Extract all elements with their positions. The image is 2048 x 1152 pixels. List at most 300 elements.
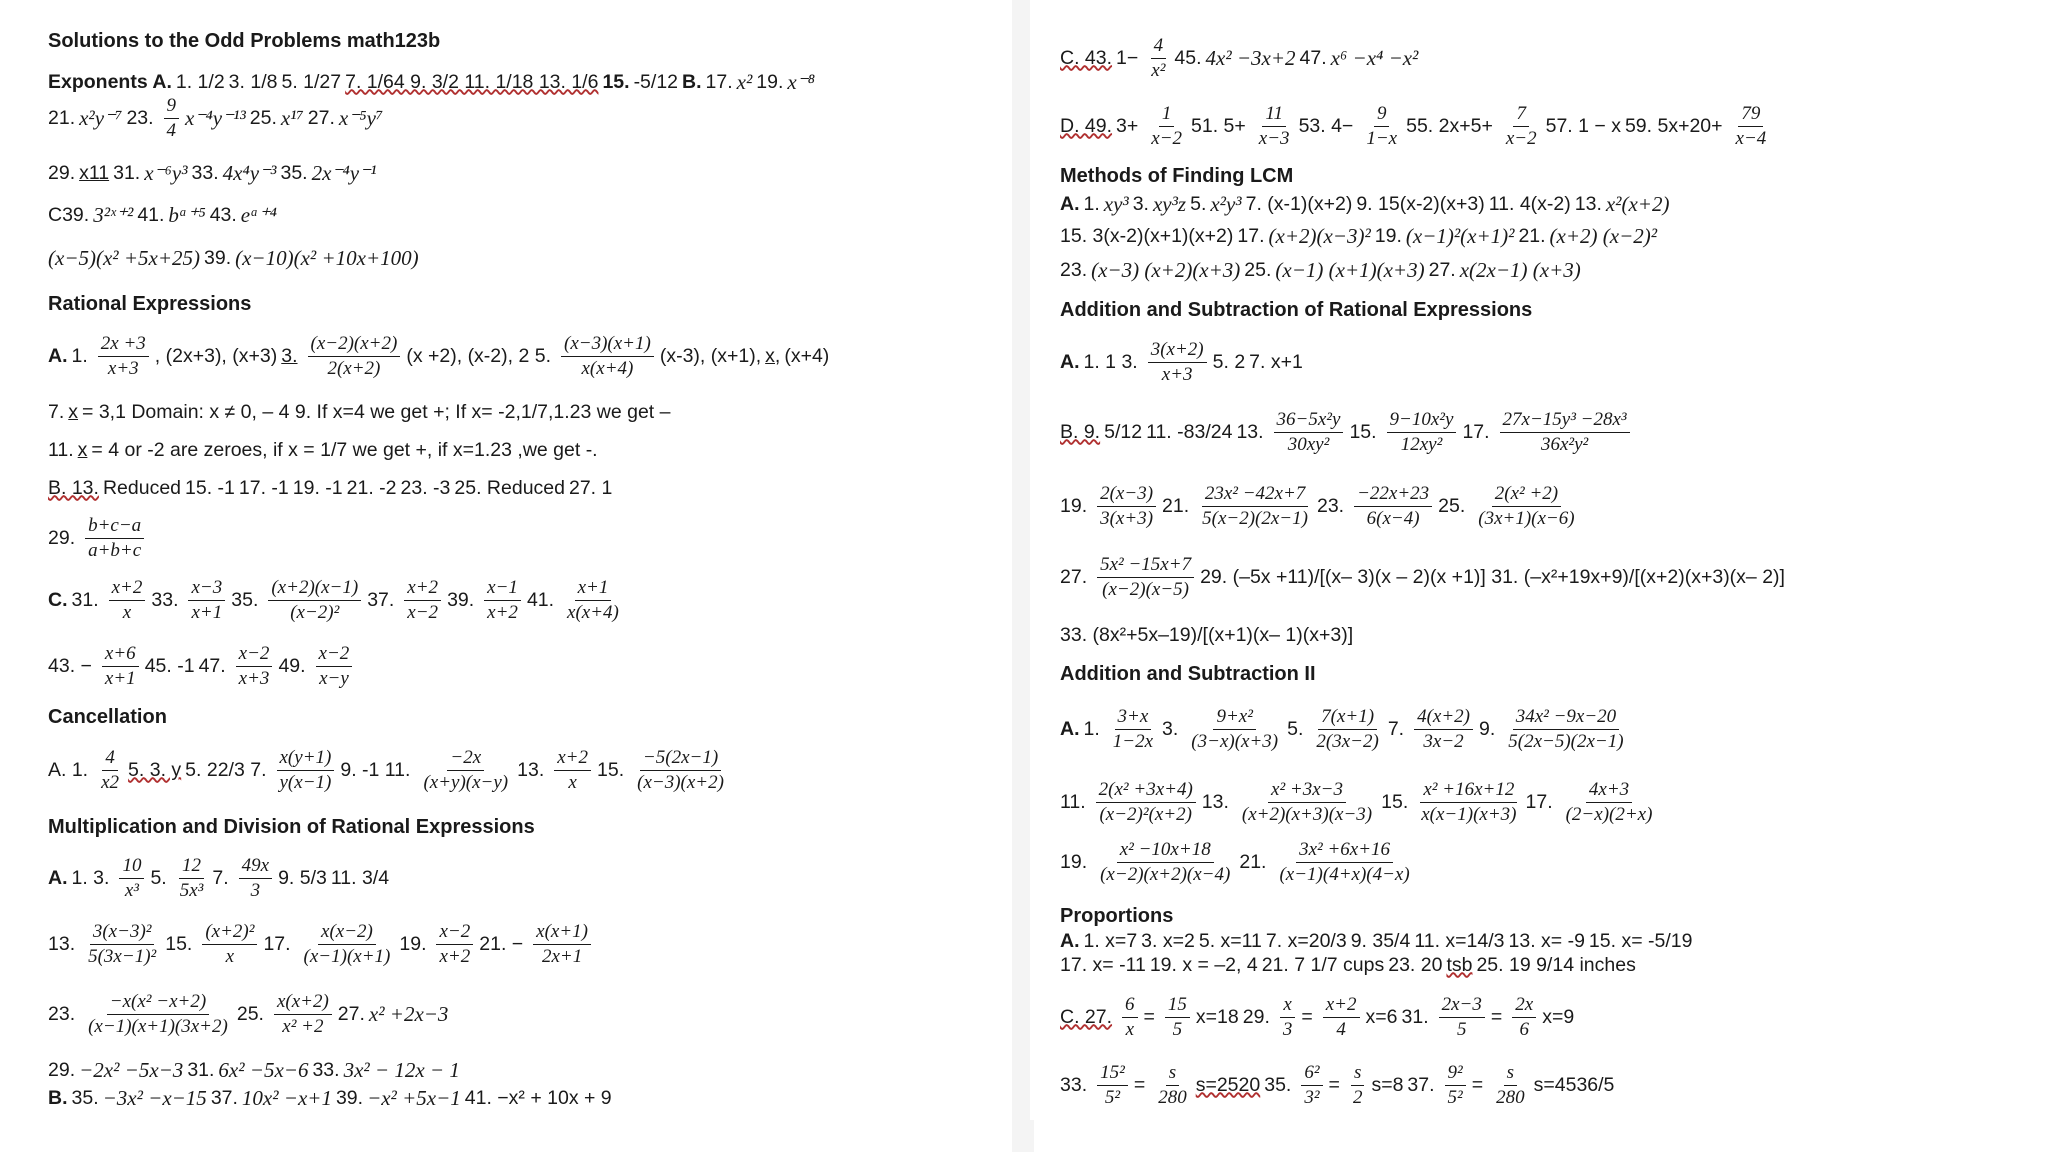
answer-text: -5/12 <box>633 70 679 93</box>
answer-text: 25. Reduced <box>454 476 565 499</box>
fraction-denominator: 2x+1 <box>541 945 583 967</box>
fraction-denominator: (x−1)(4+x)(4−x) <box>1279 863 1410 885</box>
answer-text: 19. <box>1374 224 1402 247</box>
fraction <box>188 577 225 624</box>
fraction-denominator: 2(3x−2) <box>1316 730 1379 752</box>
math-expression: x⁻⁵y⁷ <box>338 105 384 130</box>
right-page <box>1030 0 2046 1120</box>
answer-text: 1. 1 3. <box>1083 350 1138 373</box>
fraction-denominator: 3² <box>1304 1086 1320 1108</box>
answer-line <box>1060 613 2036 657</box>
fraction <box>1097 1062 1128 1109</box>
fraction-numerator: x−2 <box>436 921 473 945</box>
math-expression: 2x⁻⁴y⁻¹ <box>311 160 377 185</box>
answer-text: 15. <box>165 932 193 955</box>
answer-line <box>1060 248 2036 292</box>
answer-text: 55. 2x+5+ <box>1406 114 1493 137</box>
answer-text: x <box>68 400 79 423</box>
math-expression: x² <box>736 69 753 94</box>
answer-text: 21. − <box>479 932 524 955</box>
answer-text: 41. <box>526 588 555 611</box>
fraction-denominator: 2 <box>1352 1086 1363 1108</box>
answer-line <box>48 578 1024 622</box>
fraction-denominator: x+2 <box>439 945 471 967</box>
fraction-denominator: x+3 <box>107 357 139 379</box>
left-page <box>18 0 1034 1120</box>
fraction-denominator: (x−2)(x−5) <box>1102 578 1189 600</box>
fraction-numerator: 27x−15y³ −28x³ <box>1500 409 1630 433</box>
fraction-denominator: (x−1)(x+1) <box>303 945 391 967</box>
fraction-denominator: x² <box>1151 59 1166 81</box>
answer-text: 39. <box>335 1086 364 1109</box>
answer-line <box>1060 840 2036 884</box>
fraction <box>109 577 146 624</box>
answer-line <box>1060 707 2036 751</box>
answer-line <box>48 466 1024 510</box>
answer-text: 23. <box>1316 494 1345 517</box>
answer-text: 3. <box>1132 192 1149 215</box>
answer-text: 47. <box>1299 46 1327 69</box>
fraction <box>1165 994 1190 1041</box>
answer-text: 17. x= -11 <box>1060 953 1146 976</box>
answer-text: 13. <box>1201 790 1229 813</box>
answer-text: tsb <box>1446 953 1473 976</box>
answer-text: 31. <box>187 1058 215 1081</box>
fraction-numerator: 2x <box>1512 994 1536 1018</box>
fraction <box>102 643 139 690</box>
answer-text: 19. <box>756 70 784 93</box>
answer-text: = 3,1 Domain: x ≠ 0, – 4 9. If x=4 we get +; If x= -2,1/7,1.23 we get – <box>82 400 671 423</box>
fraction-numerator: x−2 <box>316 643 353 667</box>
answer-text: 5. 3. y <box>128 758 182 781</box>
fraction <box>1354 483 1432 530</box>
fraction <box>1493 1062 1528 1109</box>
answer-text: = <box>1133 1073 1146 1096</box>
fraction <box>1301 1062 1322 1109</box>
answer-text: 29. <box>48 161 76 184</box>
fraction-denominator: x−2 <box>1505 127 1537 149</box>
fraction-denominator: 5(2x−5)(2x−1) <box>1508 730 1624 752</box>
math-expression: (x+2) (x−2)² <box>1549 223 1658 248</box>
answer-text: 5. 2 <box>1212 350 1246 373</box>
answer-text: 43. <box>209 203 237 226</box>
section-label: C. <box>48 588 68 611</box>
fraction-numerator: 2x−3 <box>1439 994 1485 1018</box>
fraction <box>316 643 353 690</box>
answer-text: 21. <box>1162 494 1190 517</box>
fraction-denominator: x−y <box>319 667 349 689</box>
fraction-numerator: 15² <box>1097 1062 1128 1086</box>
fraction-numerator: 15 <box>1165 994 1190 1018</box>
fraction <box>1110 706 1156 753</box>
fraction-numerator: b+c−a <box>85 515 144 539</box>
math-expression: eᵃ⁺⁴ <box>240 202 277 227</box>
answer-text: 53. 4− <box>1298 114 1354 137</box>
section-label: A. <box>1060 929 1080 952</box>
answer-text: 19. <box>1060 850 1088 873</box>
fraction-denominator: 36x²y² <box>1540 433 1589 455</box>
answer-line <box>1060 36 2036 80</box>
fraction-numerator: s <box>1166 1062 1179 1086</box>
answer-text: 39. <box>204 246 232 269</box>
section-heading: Addition and Subtraction II <box>1060 663 1316 685</box>
fraction <box>1155 1062 1190 1109</box>
fraction-numerator: 34x² −9x−20 <box>1513 706 1619 730</box>
answer-text: 23. -3 <box>400 476 451 499</box>
fraction <box>1280 994 1296 1041</box>
fraction-denominator: 5(3x−1)² <box>88 945 157 967</box>
answer-text: 37. <box>210 1086 238 1109</box>
fraction <box>98 333 149 380</box>
answer-text: 17. <box>705 70 733 93</box>
answer-text: 23. <box>1060 258 1088 281</box>
answer-text: 15. <box>1349 420 1377 443</box>
answer-text: Reduced <box>102 476 182 499</box>
answer-text: 45. -1 <box>144 654 195 677</box>
answer-text: 1. 3. <box>71 866 110 889</box>
math-expression: 10x² −x+1 <box>241 1085 332 1110</box>
fraction <box>268 577 361 624</box>
fraction-denominator: 4 <box>166 119 177 141</box>
answer-text: 3. x=2 <box>1141 929 1195 952</box>
fraction-denominator: x−2 <box>1151 127 1183 149</box>
fraction-denominator: x(x−1)(x+3) <box>1421 803 1517 825</box>
fraction-denominator: a+b+c <box>88 539 142 561</box>
answer-text: 49. <box>278 654 306 677</box>
fraction <box>177 855 207 902</box>
answer-text: 29. <box>48 526 76 549</box>
answer-text: 17. <box>1525 790 1553 813</box>
fraction-denominator: x2 <box>101 771 120 793</box>
fraction-denominator: 5² <box>1447 1086 1463 1108</box>
answer-line <box>48 748 1024 792</box>
fraction <box>420 747 511 794</box>
fraction-numerator: s <box>1504 1062 1517 1086</box>
answer-line <box>1060 410 2036 454</box>
answer-text: 31. <box>113 161 141 184</box>
fraction-denominator: x+1 <box>104 667 136 689</box>
answer-text: (x +2), (x-2), 2 5. <box>406 344 552 367</box>
answer-text: 23. <box>48 1002 76 1025</box>
fraction-numerator: 12 <box>179 855 204 879</box>
math-expression: −x² +5x−1 <box>367 1085 461 1110</box>
answer-line <box>1060 340 2036 384</box>
section-label: Exponents A. <box>48 70 172 93</box>
answer-text: 5. <box>150 866 167 889</box>
fraction-denominator: (x+y)(x−y) <box>423 771 509 793</box>
fraction-denominator: (x−2)² <box>290 601 340 623</box>
fraction-denominator: 1−x <box>1366 127 1398 149</box>
answer-text: 17. <box>263 932 291 955</box>
fraction-denominator: 5² <box>1104 1086 1121 1108</box>
fraction <box>1148 339 1207 386</box>
math-expression: (x−10)(x² +10x+100) <box>235 245 419 270</box>
answer-text: 21. 7 1/7 cups <box>1261 953 1385 976</box>
math-expression: (x−1) (x+1)(x+3) <box>1275 257 1425 282</box>
answer-text: 25. <box>1244 258 1272 281</box>
answer-text: = <box>1328 1073 1340 1096</box>
math-expression: (x+2)(x−3)² <box>1268 223 1371 248</box>
fraction-numerator: x+2 <box>404 577 441 601</box>
answer-text: 9. <box>1479 717 1496 740</box>
fraction <box>1503 103 1540 150</box>
fraction-numerator: x+1 <box>575 577 612 601</box>
answer-text: 35. <box>1264 1073 1292 1096</box>
math-expression: x²y⁻⁷ <box>79 105 123 130</box>
fraction-numerator: 4 <box>102 747 118 771</box>
fraction <box>1199 483 1311 530</box>
fraction-numerator: 1 <box>1159 103 1175 127</box>
answer-line <box>1060 943 2036 987</box>
fraction-denominator: 1−2x <box>1112 730 1154 752</box>
fraction <box>301 921 394 968</box>
fraction <box>1505 706 1626 753</box>
fraction <box>1414 706 1473 753</box>
answer-text: 7. x=20/3 <box>1265 929 1347 952</box>
fraction-denominator: 12xy² <box>1400 433 1443 455</box>
fraction <box>308 333 401 380</box>
section-heading: Multiplication and Division of Rational Expressions <box>48 816 535 838</box>
answer-text: 35. <box>231 588 259 611</box>
fraction-denominator: (x−3)(x+2) <box>637 771 724 793</box>
fraction-denominator: x+1 <box>191 601 223 623</box>
fraction-denominator: x+2 <box>487 601 518 623</box>
answer-text: x, <box>765 344 781 367</box>
section-heading: Cancellation <box>48 706 167 728</box>
math-expression: bᵃ⁺⁵ <box>168 202 206 227</box>
fraction-denominator: 3(x+3) <box>1100 507 1154 529</box>
fraction <box>561 333 654 380</box>
fraction-denominator: x <box>568 771 577 793</box>
math-expression: xy³z <box>1152 191 1187 216</box>
answer-text: B. 9. <box>1060 420 1101 443</box>
fraction-denominator: 5(x−2)(2x−1) <box>1202 507 1308 529</box>
fraction-denominator: x <box>225 945 235 967</box>
answer-text: 1. 1/2 <box>175 70 225 93</box>
fraction-numerator: 2(x² +2) <box>1492 483 1561 507</box>
fraction-denominator: (x−1)(x+1)(3x+2) <box>88 1015 228 1037</box>
fraction-numerator: 3+x <box>1115 706 1152 730</box>
answer-text: 33. <box>1060 1073 1088 1096</box>
math-expression: x⁶ −x⁴ −x² <box>1330 45 1419 70</box>
answer-text: s=8 <box>1371 1073 1404 1096</box>
answer-text: = <box>1301 1005 1313 1028</box>
answer-text: 39. <box>447 588 475 611</box>
fraction-numerator: 9² <box>1445 1062 1466 1086</box>
fraction-denominator: 30xy² <box>1287 433 1330 455</box>
fraction <box>1445 1062 1466 1109</box>
math-expression: x¹⁷ <box>280 105 304 130</box>
fraction <box>404 577 441 624</box>
section-label: B. <box>682 70 702 93</box>
answer-text: 25. 19 9/14 inches <box>1476 953 1636 976</box>
answer-text: C. 27. <box>1060 1005 1113 1028</box>
answer-text: 15. <box>1381 790 1409 813</box>
fraction-denominator: 6 <box>1519 1018 1529 1040</box>
fraction-numerator: s <box>1351 1062 1364 1086</box>
fraction <box>634 747 727 794</box>
answer-text: 25. <box>236 1002 264 1025</box>
section-label: A. <box>1060 717 1080 740</box>
fraction-numerator: x+2 <box>1323 994 1360 1018</box>
answer-text: x=9 <box>1542 1005 1575 1028</box>
answer-line <box>1060 555 2036 599</box>
answer-text: A. 1. <box>48 758 89 781</box>
fraction-numerator: 9 <box>1374 103 1390 127</box>
fraction-denominator: 5 <box>1456 1018 1467 1040</box>
fraction-numerator: (x−3)(x+1) <box>561 333 654 357</box>
answer-text: 23. 20 <box>1388 953 1443 976</box>
answer-text: 21. <box>1239 850 1267 873</box>
answer-text: 15. <box>597 758 625 781</box>
answer-text: , (2x+3), (x+3) <box>154 344 278 367</box>
fraction <box>436 921 473 968</box>
answer-text: 21. <box>1518 224 1546 247</box>
answer-text: 37. <box>367 588 395 611</box>
math-expression: x²y³ <box>1210 191 1242 216</box>
fraction-denominator: 2(x+2) <box>327 357 381 379</box>
fraction-numerator: −22x+23 <box>1354 483 1432 507</box>
fraction <box>236 643 273 690</box>
answer-text: 41. −x² + 10x + 9 <box>464 1086 612 1109</box>
answer-text: s=4536/5 <box>1533 1073 1615 1096</box>
answer-line <box>48 992 1024 1036</box>
answer-text: 5. 22/3 7. <box>185 758 267 781</box>
fraction <box>1256 103 1293 150</box>
math-expression: 3x² − 12x − 1 <box>343 1057 460 1082</box>
section-label: A. <box>48 344 68 367</box>
fraction <box>564 577 622 624</box>
fraction <box>1500 409 1630 456</box>
answer-text: x=18 <box>1195 1005 1239 1028</box>
fraction-numerator: 3(x−3)² <box>90 921 155 945</box>
fraction <box>119 855 144 902</box>
fraction <box>1563 779 1656 826</box>
answer-text: x <box>77 438 88 461</box>
fraction-numerator: x <box>1280 994 1294 1018</box>
fraction-numerator: x−2 <box>236 643 273 667</box>
answer-text: 45. <box>1174 46 1202 69</box>
fraction <box>1148 103 1185 150</box>
math-expression: (x−1)²(x+1)² <box>1405 223 1515 248</box>
fraction <box>85 991 231 1038</box>
fraction-denominator: x+3 <box>1161 363 1193 385</box>
answer-text: 21. <box>48 106 76 129</box>
fraction-denominator: (x−2)²(x+2) <box>1099 803 1192 825</box>
answer-text: C39. <box>48 203 90 226</box>
answer-text: = 4 or -2 are zeroes, if x = 1/7 we get +, if x=1.23 ,we get -. <box>91 438 598 461</box>
answer-line <box>48 1076 1024 1120</box>
answer-text: 5. 1/27 <box>281 70 342 93</box>
fraction <box>1350 1062 1366 1109</box>
fraction-numerator: 23x² −42x+7 <box>1202 483 1308 507</box>
answer-text: 25. <box>1438 494 1466 517</box>
answer-text: 9. 5/3 <box>278 866 327 889</box>
answer-line <box>48 922 1024 966</box>
answer-line <box>1060 780 2036 824</box>
fraction-denominator: 5x³ <box>179 879 204 901</box>
fraction <box>85 515 144 562</box>
answer-text: 7. <box>48 400 65 423</box>
answer-text: 41. <box>137 203 165 226</box>
fraction <box>1148 35 1168 82</box>
fraction <box>164 95 180 142</box>
fraction-denominator: x−3 <box>1258 127 1290 149</box>
answer-text: 33. <box>151 588 179 611</box>
fraction-numerator: (x+2)² <box>202 921 257 945</box>
fraction-denominator: x−2 <box>407 601 439 623</box>
fraction-denominator: x+3 <box>238 667 270 689</box>
answer-text: 19. <box>1060 494 1088 517</box>
answer-text: 15. 3(x-2)(x+1)(x+2) <box>1060 224 1234 247</box>
answer-text: 13. <box>1236 420 1264 443</box>
fraction-numerator: 49x <box>239 855 272 879</box>
answer-text: 51. 5+ <box>1191 114 1246 137</box>
fraction <box>98 747 122 794</box>
section-label: B. <box>48 1086 68 1109</box>
answer-text: D. 49. <box>1060 114 1113 137</box>
answer-text: 5. <box>1190 192 1207 215</box>
answer-text: 11. 3/4 <box>330 866 390 889</box>
answer-line <box>48 516 1024 560</box>
answer-text: 33. <box>191 161 219 184</box>
answer-text: 7. 1/64 9. 3/2 11. 1/18 13. 1/6 <box>345 70 599 93</box>
answer-text: 7. (x-1)(x+2) <box>1245 192 1353 215</box>
fraction-numerator: 11 <box>1262 103 1286 127</box>
fraction-numerator: x(x+2) <box>274 991 332 1015</box>
answer-text: 31. <box>1401 1005 1429 1028</box>
fraction <box>1097 839 1233 886</box>
answer-text: 7. <box>1387 717 1405 740</box>
answer-text: 5. x=11 <box>1198 929 1262 952</box>
answer-text: 9. 35/4 <box>1350 929 1411 952</box>
answer-text: 11. x=14/3 <box>1414 929 1505 952</box>
fraction-denominator: 3 <box>1282 1018 1293 1040</box>
fraction-denominator: 6(x−4) <box>1366 507 1420 529</box>
fraction-numerator: −2x <box>447 747 484 771</box>
fraction-numerator: 7 <box>1513 103 1529 127</box>
answer-line <box>48 193 1024 237</box>
fraction-numerator: 9−10x²y <box>1387 409 1457 433</box>
fraction-numerator: x+2 <box>554 747 591 771</box>
fraction-denominator: x³ <box>124 879 140 901</box>
math-expression: −2x² −5x−3 <box>79 1057 184 1082</box>
math-expression: (x−3) (x+2)(x+3) <box>1091 257 1241 282</box>
answer-text: 47. <box>198 654 226 677</box>
answer-text: 35. <box>71 1086 99 1109</box>
answer-text: 7. <box>212 866 229 889</box>
answer-text: (x+4) <box>784 344 830 367</box>
fraction-numerator: (x+2)(x−1) <box>268 577 361 601</box>
fraction <box>1512 994 1536 1041</box>
answer-text: 7. x+1 <box>1249 350 1303 373</box>
section-heading: Proportions <box>1060 905 1174 927</box>
math-expression: −3x² −x−15 <box>102 1085 207 1110</box>
section-label: A. <box>48 866 68 889</box>
fraction <box>1313 706 1381 753</box>
answer-text: 31. <box>71 588 99 611</box>
fraction-numerator: 6² <box>1301 1062 1322 1086</box>
answer-text: 13. <box>1574 192 1602 215</box>
fraction-numerator: 10 <box>119 855 144 879</box>
answer-text: 11. <box>1060 790 1086 813</box>
answer-text: x11 <box>79 161 110 184</box>
math-expression: 4x⁴y⁻³ <box>222 160 277 185</box>
answer-text: 9. -1 11. <box>340 758 411 781</box>
answer-text: 33. (8x²+5x–19)/[(x+1)(x– 1)(x+3)] <box>1060 623 1354 646</box>
answer-text: 43. − <box>48 654 92 677</box>
fraction-denominator: x(x+4) <box>581 357 634 379</box>
